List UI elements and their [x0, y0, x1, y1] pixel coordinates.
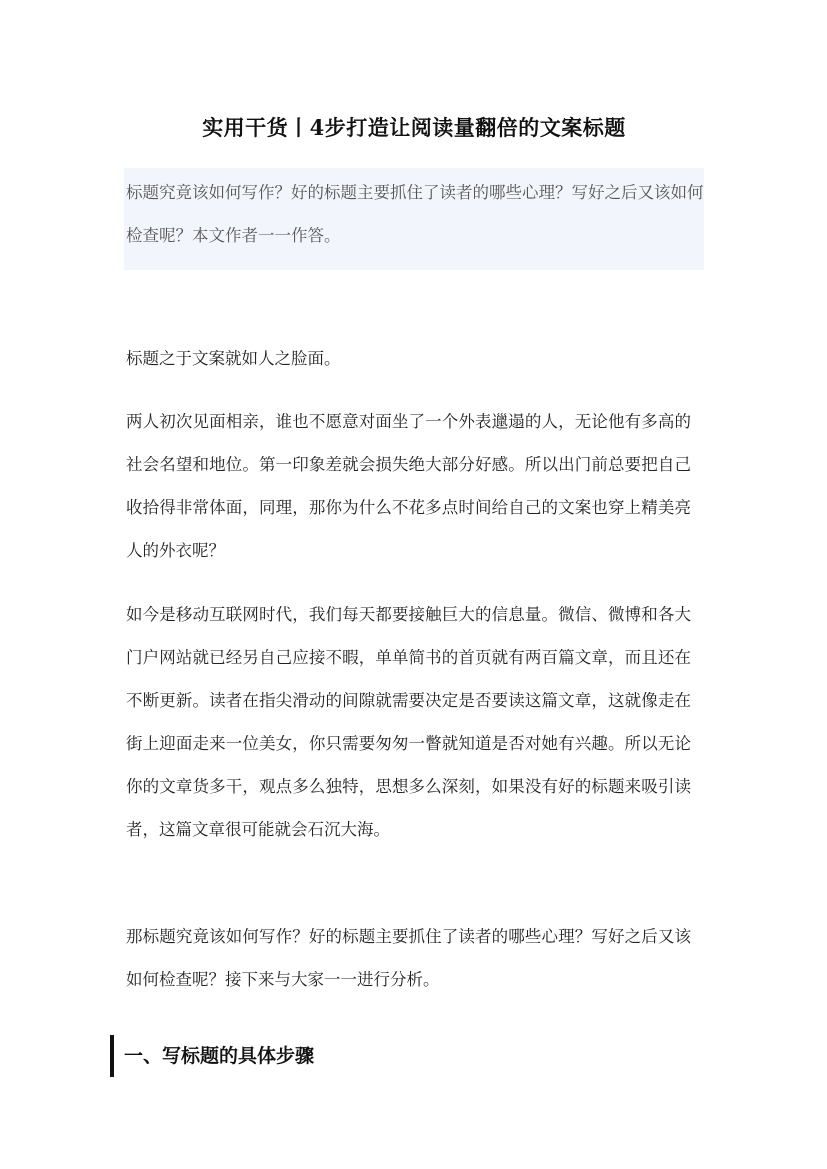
paragraph-4: 那标题究竟该如何写作？好的标题主要抓住了读者的哪些心理？写好之后又该如何检查呢？接下来与大家一一进行分析。	[126, 927, 691, 989]
article-title: 实用干货丨4步打造让阅读量翻倍的文案标题	[202, 115, 626, 140]
summary-text: 标题究竟该如何写作？好的标题主要抓住了读者的哪些心理？写好之后又该如何检查呢？本文作者一一作答。	[126, 183, 704, 245]
paragraph-3: 如今是移动互联网时代，我们每天都要接触巨大的信息量。微信、微博和各大门户网站就已经另自己应接不暇，单单简书的首页就有两百篇文章，而且还在不断更新。读者在指尖滑动的间隙就需要决定是否要读这篇文章，这就像走在街上迎面走来一位美女，你只需要匆匆一瞥就知道是否对她有兴趣。所以无论你的文章货多干，观点多么独特，思想多么深刻，如果没有好的标题来吸引读者，这篇文章很可能就会石沉大海。	[126, 605, 691, 839]
summary-box	[124, 168, 704, 270]
paragraph-2: 两人初次见面相亲，谁也不愿意对面坐了一个外表邋遢的人，无论他有多高的社会名望和地位。第一印象差就会损失绝大部分好感。所以出门前总要把自己收拾得非常体面，同理，那你为什么不花多点时间给自己的文案也穿上精美亮人的外衣呢？	[126, 412, 691, 560]
paragraph-1: 标题之于文案就如人之脸面。	[126, 349, 341, 368]
section-heading: 一、写标题的具体步骤	[110, 1035, 314, 1077]
